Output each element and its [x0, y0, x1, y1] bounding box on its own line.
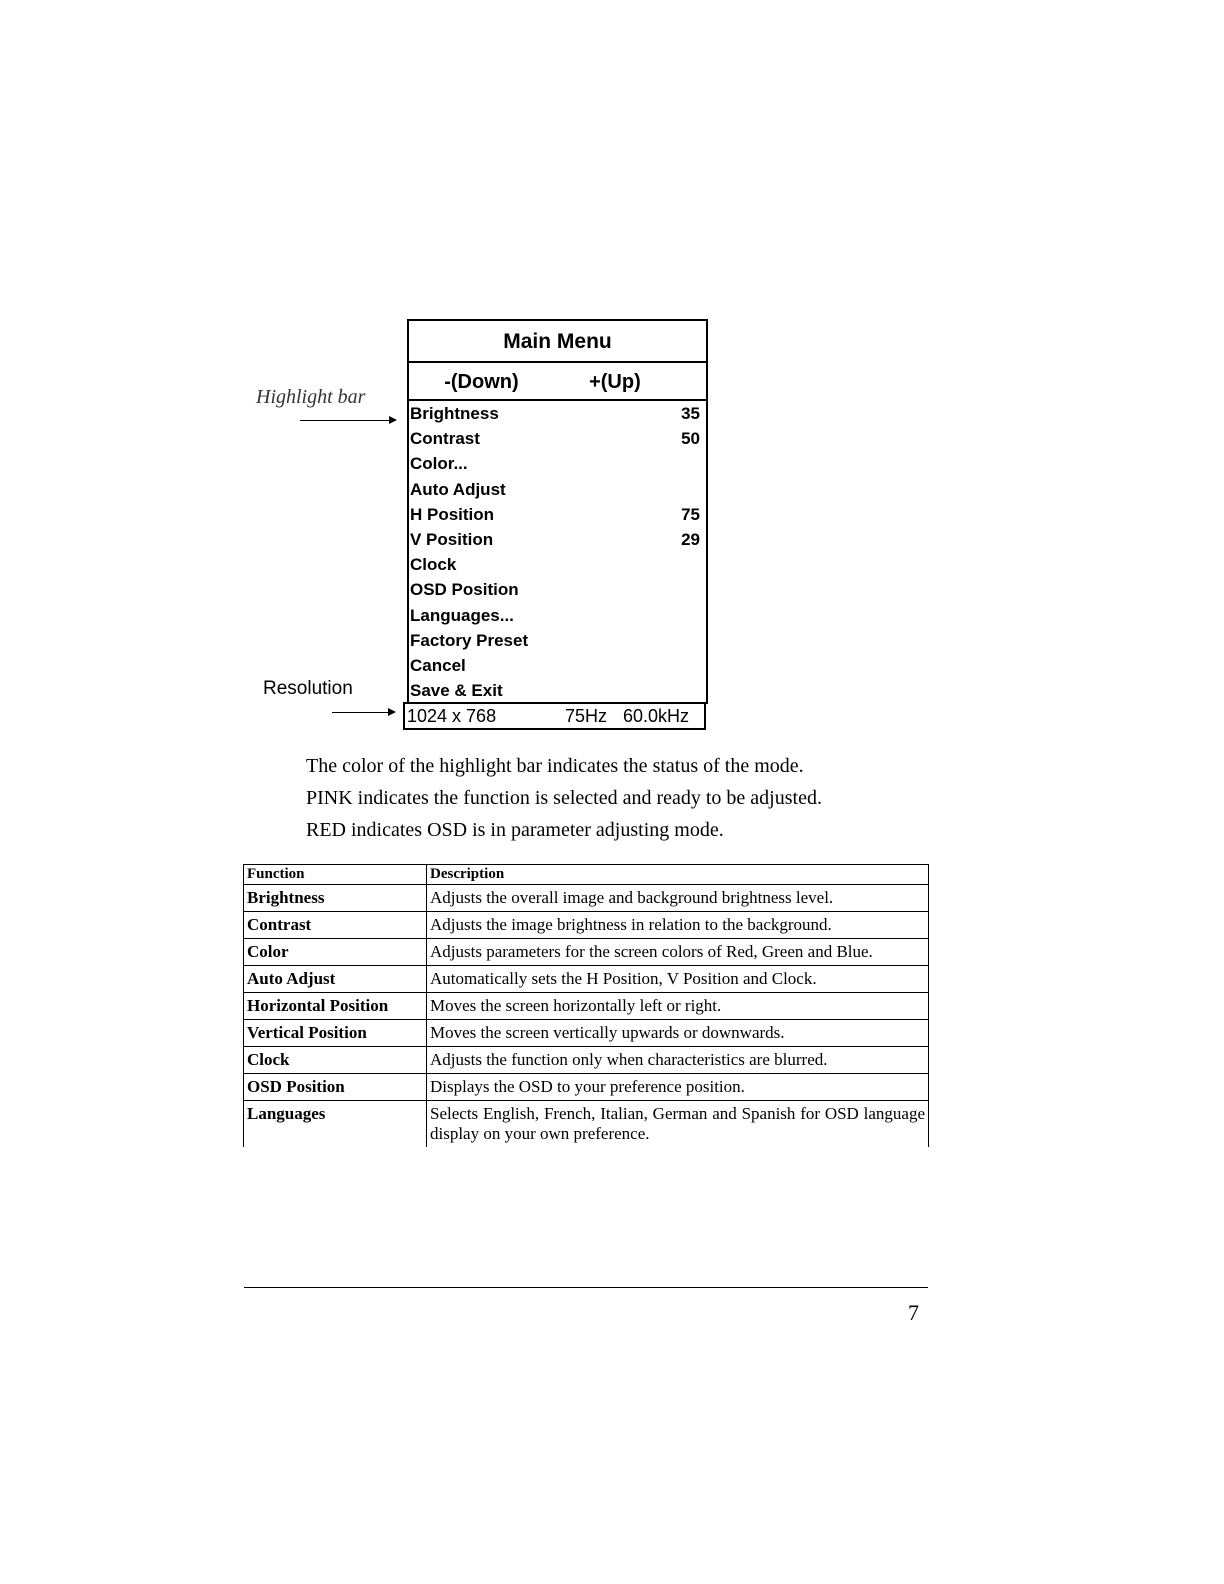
- osd-item-value: 35: [681, 404, 700, 423]
- osd-nav: [409, 363, 706, 401]
- osd-item-label: Save & Exit: [410, 681, 503, 701]
- osd-item-value: 29: [681, 529, 700, 549]
- description-cell: Adjusts the function only when characteristics are blurred.: [427, 1047, 929, 1074]
- table-row: [244, 939, 929, 966]
- osd-item-label: Color...: [410, 454, 468, 474]
- description-cell: Adjusts the overall image and background brightness level.: [427, 885, 929, 912]
- osd-down-button[interactable]: -(Down): [444, 371, 519, 393]
- paragraph-line: PINK indicates the function is selected and ready to be adjusted.: [306, 787, 822, 809]
- function-cell: Brightness: [244, 885, 427, 912]
- function-cell: Vertical Position: [244, 1020, 427, 1047]
- osd-item-save-exit[interactable]: [409, 678, 706, 703]
- osd-title: Main Menu: [409, 321, 706, 363]
- osd-item-h-position[interactable]: [409, 502, 706, 527]
- highlight-explanation: [306, 750, 822, 846]
- osd-item-brightness[interactable]: [409, 401, 706, 426]
- table-row: [244, 1101, 929, 1148]
- osd-item-label: Auto Adjust: [410, 479, 506, 499]
- table-row: [244, 912, 929, 939]
- osd-item-label: H Position: [410, 504, 495, 524]
- paragraph-line: RED indicates OSD is in parameter adjusting mode.: [306, 819, 724, 841]
- osd-item-cancel[interactable]: [409, 653, 706, 678]
- osd-item-osd-position[interactable]: [409, 577, 706, 602]
- table-header-row: [244, 865, 929, 885]
- table-row: [244, 1047, 929, 1074]
- table-row: [244, 966, 929, 993]
- function-cell: Clock: [244, 1047, 427, 1074]
- function-cell: Languages: [244, 1101, 427, 1148]
- osd-item-auto-adjust[interactable]: [409, 477, 706, 502]
- function-cell: OSD Position: [244, 1074, 427, 1101]
- resolution-arrow-icon: [332, 712, 394, 713]
- table-row: [244, 993, 929, 1020]
- highlight-bar-label: Highlight bar: [256, 386, 366, 408]
- description-cell: Moves the screen horizontally left or right.: [427, 993, 929, 1020]
- osd-item-label: Brightness: [410, 404, 499, 423]
- osd-item-factory-preset[interactable]: [409, 628, 706, 653]
- column-header-function: Function: [244, 865, 427, 885]
- osd-item-label: Languages...: [410, 605, 514, 625]
- osd-item-v-position[interactable]: [409, 527, 706, 552]
- osd-item-color[interactable]: [409, 451, 706, 476]
- description-cell: Adjusts parameters for the screen colors of Red, Green and Blue.: [427, 939, 929, 966]
- frequency-value: 60.0kHz: [623, 706, 690, 726]
- function-cell: Contrast: [244, 912, 427, 939]
- osd-item-value: 75: [681, 504, 700, 524]
- osd-item-label: V Position: [410, 529, 494, 549]
- osd-item-label: Contrast: [410, 429, 480, 449]
- osd-item-clock[interactable]: [409, 552, 706, 577]
- osd-item-contrast[interactable]: [409, 426, 706, 451]
- column-header-description: Description: [427, 865, 929, 885]
- table-row: [244, 1074, 929, 1101]
- description-cell: Adjusts the image brightness in relation to the background.: [427, 912, 929, 939]
- description-cell: Moves the screen vertically upwards or downwards.: [427, 1020, 929, 1047]
- osd-main-menu: [407, 319, 708, 704]
- function-cell: Horizontal Position: [244, 993, 427, 1020]
- function-table: [243, 864, 929, 1147]
- osd-item-label: Factory Preset: [410, 630, 529, 650]
- footer-rule: [244, 1287, 928, 1288]
- paragraph-line: The color of the highlight bar indicates the status of the mode.: [306, 755, 804, 777]
- page-number: 7: [908, 1300, 919, 1325]
- osd-item-label: Clock: [410, 555, 457, 575]
- osd-resolution-status: [403, 702, 706, 730]
- description-cell: Selects English, French, Italian, German and Spanish for OSD language display on your own preference.: [427, 1101, 929, 1148]
- osd-item-languages[interactable]: [409, 603, 706, 628]
- table-row: [244, 1020, 929, 1047]
- osd-up-button[interactable]: +(Up): [589, 371, 641, 393]
- osd-item-value: 50: [681, 429, 700, 449]
- resolution-label: Resolution: [263, 678, 353, 699]
- function-cell: Auto Adjust: [244, 966, 427, 993]
- osd-item-list: [409, 401, 706, 703]
- description-cell: Automatically sets the H Position, V Position and Clock.: [427, 966, 929, 993]
- refresh-rate-value: 75Hz: [565, 706, 608, 726]
- table-row: [244, 885, 929, 912]
- osd-item-label: OSD Position: [410, 580, 519, 600]
- description-cell: Displays the OSD to your preference position.: [427, 1074, 929, 1101]
- resolution-value: 1024 x 768: [407, 706, 497, 726]
- highlight-bar-arrow-icon: [300, 420, 395, 421]
- osd-item-label: Cancel: [410, 655, 466, 675]
- function-cell: Color: [244, 939, 427, 966]
